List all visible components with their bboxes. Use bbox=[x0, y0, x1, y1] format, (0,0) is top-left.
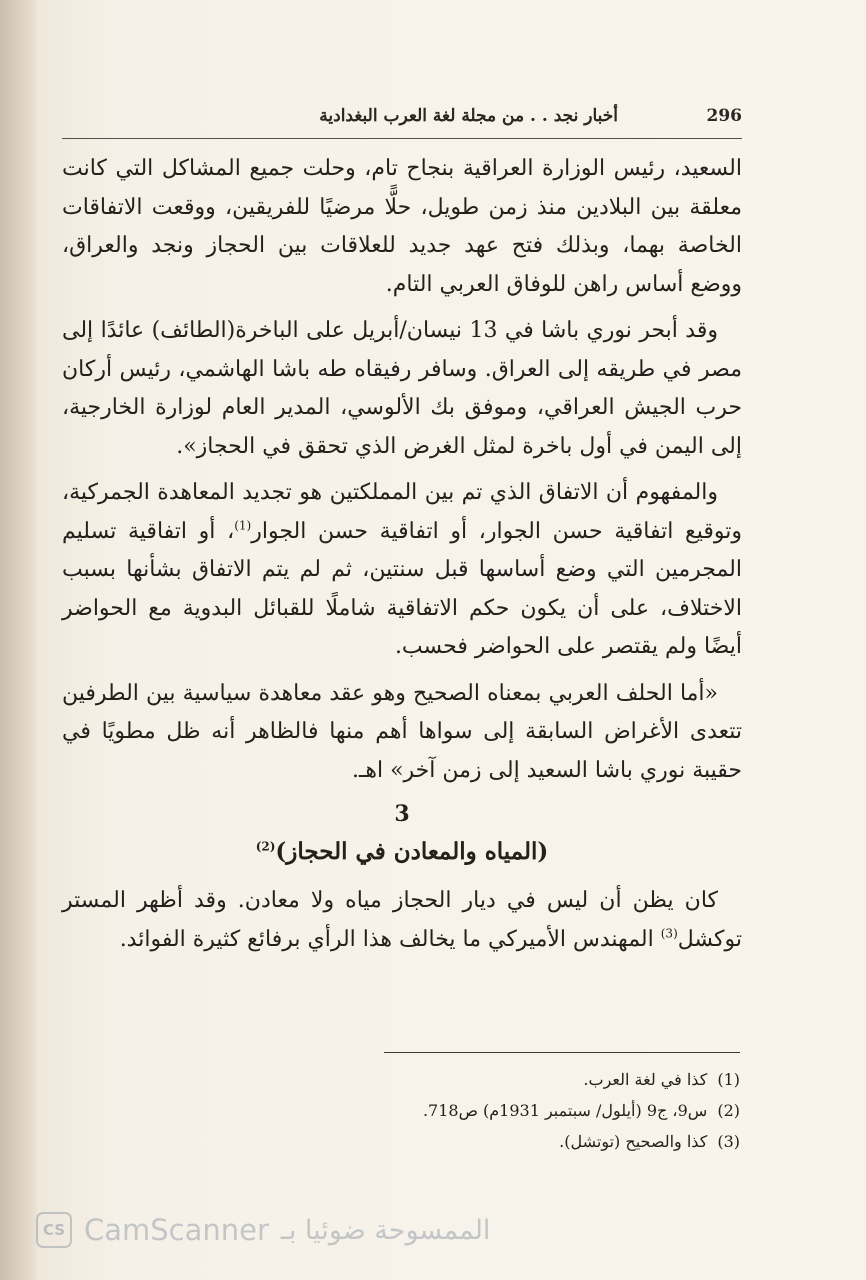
footnote-ref-3: (3) bbox=[660, 926, 678, 941]
paragraph-3-part-2: ، أو اتفاقية تسليم المجرمين التي وضع أساسها قبل سنتين، ثم لم يتم الاتفاق بشأنها بسبب الاختلاف، على أن يكون حكم الاتفاقية شاملًا للقبائل البدوية مع الحواضر أيضًا ولم يقتصر على الحواضر فحسب. bbox=[62, 518, 742, 659]
footnote-number: (2) bbox=[717, 1101, 740, 1120]
body-text bbox=[62, 150, 742, 967]
footnote-number: (1) bbox=[717, 1070, 740, 1089]
footnote-text: كذا في لغة العرب. bbox=[583, 1070, 708, 1089]
paragraph-3-part-1: والمفهوم أن الاتفاق الذي تم بين المملكتين هو تجديد المعاهدة الجمركية، وتوقيع اتفاقية حسن الجوار، أو اتفاقية حسن الجوار bbox=[62, 480, 742, 544]
footnote-rule bbox=[384, 1052, 740, 1053]
header-rule bbox=[62, 138, 742, 139]
paragraph-4: «أما الحلف العربي بمعناه الصحيح وهو عقد معاهدة سياسية بين الطرفين تتعدى الأغراض السابقة إلى سواها أهم منها فالظاهر أنه ظل مطويًا في حقيبة نوري باشا السعيد إلى زمن آخر» اهـ. bbox=[62, 680, 742, 783]
footnote-text: كذا والصحيح (توتشل). bbox=[559, 1132, 708, 1151]
footnote-2 bbox=[300, 1095, 740, 1126]
section-title-text: (المياه والمعادن في الحجاز) bbox=[275, 838, 549, 865]
footnote-3 bbox=[300, 1126, 740, 1157]
footnote-number: (3) bbox=[717, 1132, 740, 1151]
paragraph-3 bbox=[62, 474, 742, 667]
paragraph-2: وقد أبحر نوري باشا في 13 نيسان/أبريل على الباخرة(الطائف) عائدًا إلى مصر في طريقه إلى العراق. وسافر رفيقاه طه باشا الهاشمي، رئيس أركان حرب الجيش العراقي، وموفق بك الألوسي، المدير العام لوزارة الخارجية، إلى اليمن في أول باخرة لمثل الغرض الذي تحقق في الحجاز». bbox=[62, 318, 742, 459]
paragraph-5-part-1: كان يظن أن ليس في ديار الحجاز مياه ولا معادن. وقد أظهر المستر توكشل bbox=[62, 888, 742, 952]
page-gutter-shadow bbox=[0, 0, 38, 1280]
section-title bbox=[62, 832, 742, 872]
paragraph-5 bbox=[62, 882, 742, 959]
paragraph-5-part-2: المهندس الأميركي ما يخالف هذا الرأي برفائع كثيرة الفوائد. bbox=[119, 926, 661, 952]
footnote-ref-2: (2) bbox=[255, 839, 276, 854]
camscanner-watermark bbox=[36, 1210, 490, 1250]
running-title: أخبار نجد . . من مجلة لغة العرب البغدادية bbox=[319, 106, 618, 126]
camscanner-brand: CamScanner bbox=[84, 1213, 269, 1247]
footnote-1 bbox=[300, 1064, 740, 1095]
section-number: 3 bbox=[394, 801, 410, 827]
camscanner-arabic-text: الممسوحة ضوئيا بـ bbox=[280, 1214, 491, 1246]
footnote-text: س9، ج9 (أيلول/ سبتمبر 1931م) ص718. bbox=[422, 1101, 708, 1120]
paragraph-1: السعيد، رئيس الوزارة العراقية بنجاح تام، وحلت جميع المشاكل التي كانت معلقة بين البلادين منذ زمن طويل، حلًّا مرضيًا للفريقين، ووقعت الاتفاقات الخاصة بهما، وبذلك فتح عهد جديد للعلاقات بين الحجاز ونجد والعراق، ووضع أساس راهن للوفاق العربي التام. bbox=[62, 156, 742, 297]
camscanner-logo-icon: CS bbox=[36, 1212, 72, 1248]
running-header bbox=[62, 104, 742, 136]
footnotes bbox=[300, 1064, 740, 1157]
page-number: 296 bbox=[706, 106, 742, 126]
footnote-ref-1: (1) bbox=[234, 518, 252, 533]
